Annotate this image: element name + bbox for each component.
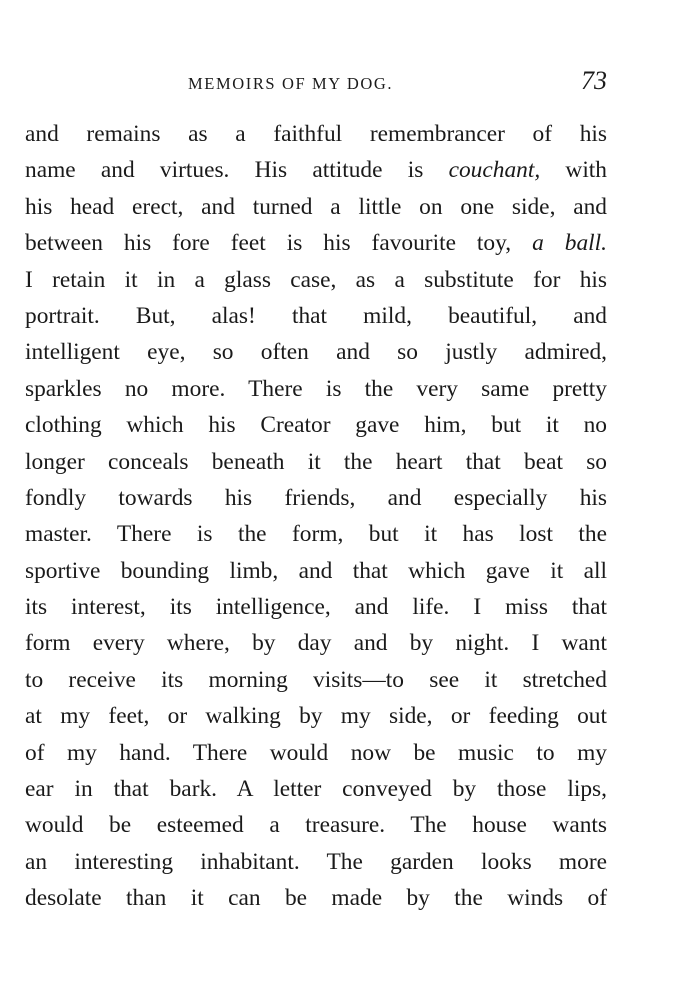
body-text [25,116,607,917]
text-segment: with [540,157,608,184]
text-line [25,225,607,261]
text-line [25,444,607,480]
text-line [25,407,607,443]
text-line [25,116,607,152]
text-line [25,334,607,370]
text-segment: name and virtues. His attitude is [25,157,449,184]
text-line [25,844,607,880]
text-segment: to receive its morning visits—to see it stretched [25,666,607,693]
text-segment: at my feet, or walking by my side, or feeding out [25,703,607,730]
text-segment: master. There is the form, but it has lost the [25,521,607,548]
text-line [25,152,607,188]
text-line [25,662,607,698]
text-segment: form every where, by day and by night. I want [25,630,607,657]
text-line [25,262,607,298]
text-segment: sparkles no more. There is the very same pretty [25,375,607,402]
text-segment: fondly towards his friends, and especially his [25,484,607,511]
text-line [25,553,607,589]
page-number: 73 [581,66,607,95]
text-segment: I retain it in a glass case, as a substitute for his [25,266,607,293]
text-segment: longer conceals beneath it the heart that beat so [25,448,607,475]
italic-text: a ball. [532,230,607,257]
text-segment: and remains as a faithful remembrancer of his [25,121,607,147]
text-segment: an interesting inhabitant. The garden looks more [25,848,607,875]
text-line [25,589,607,625]
text-line [25,480,607,516]
text-line [25,698,607,734]
text-segment: desolate than it can be made by the winds of [25,885,607,912]
text-line [25,371,607,407]
text-line [25,771,607,807]
text-segment: portrait. But, alas! that mild, beautiful, and [25,302,607,329]
text-segment: would be esteemed a treasure. The house wants [25,812,607,839]
text-line [25,880,607,916]
text-line [25,625,607,661]
text-line [25,516,607,552]
text-line [25,298,607,334]
text-segment: of my hand. There would now be music to my [25,739,607,766]
text-segment: its interest, its intelligence, and life. I miss that [25,594,607,621]
text-segment: ear in that bark. A letter conveyed by those lips, [25,776,607,803]
italic-text: couchant, [448,157,541,184]
text-segment: intelligent eye, so often and so justly admired, [25,339,607,366]
text-line [25,735,607,771]
text-segment: between his fore feet is his favourite toy, [25,230,533,257]
running-head [0,66,682,96]
text-segment: sportive bounding limb, and that which gave it all [25,557,607,584]
text-segment: clothing which his Creator gave him, but it no [25,412,607,439]
running-title: MEMOIRS OF MY DOG. [188,74,394,93]
text-segment: his head erect, and turned a little on one side, and [25,193,607,220]
text-line [25,807,607,843]
text-line [25,189,607,225]
